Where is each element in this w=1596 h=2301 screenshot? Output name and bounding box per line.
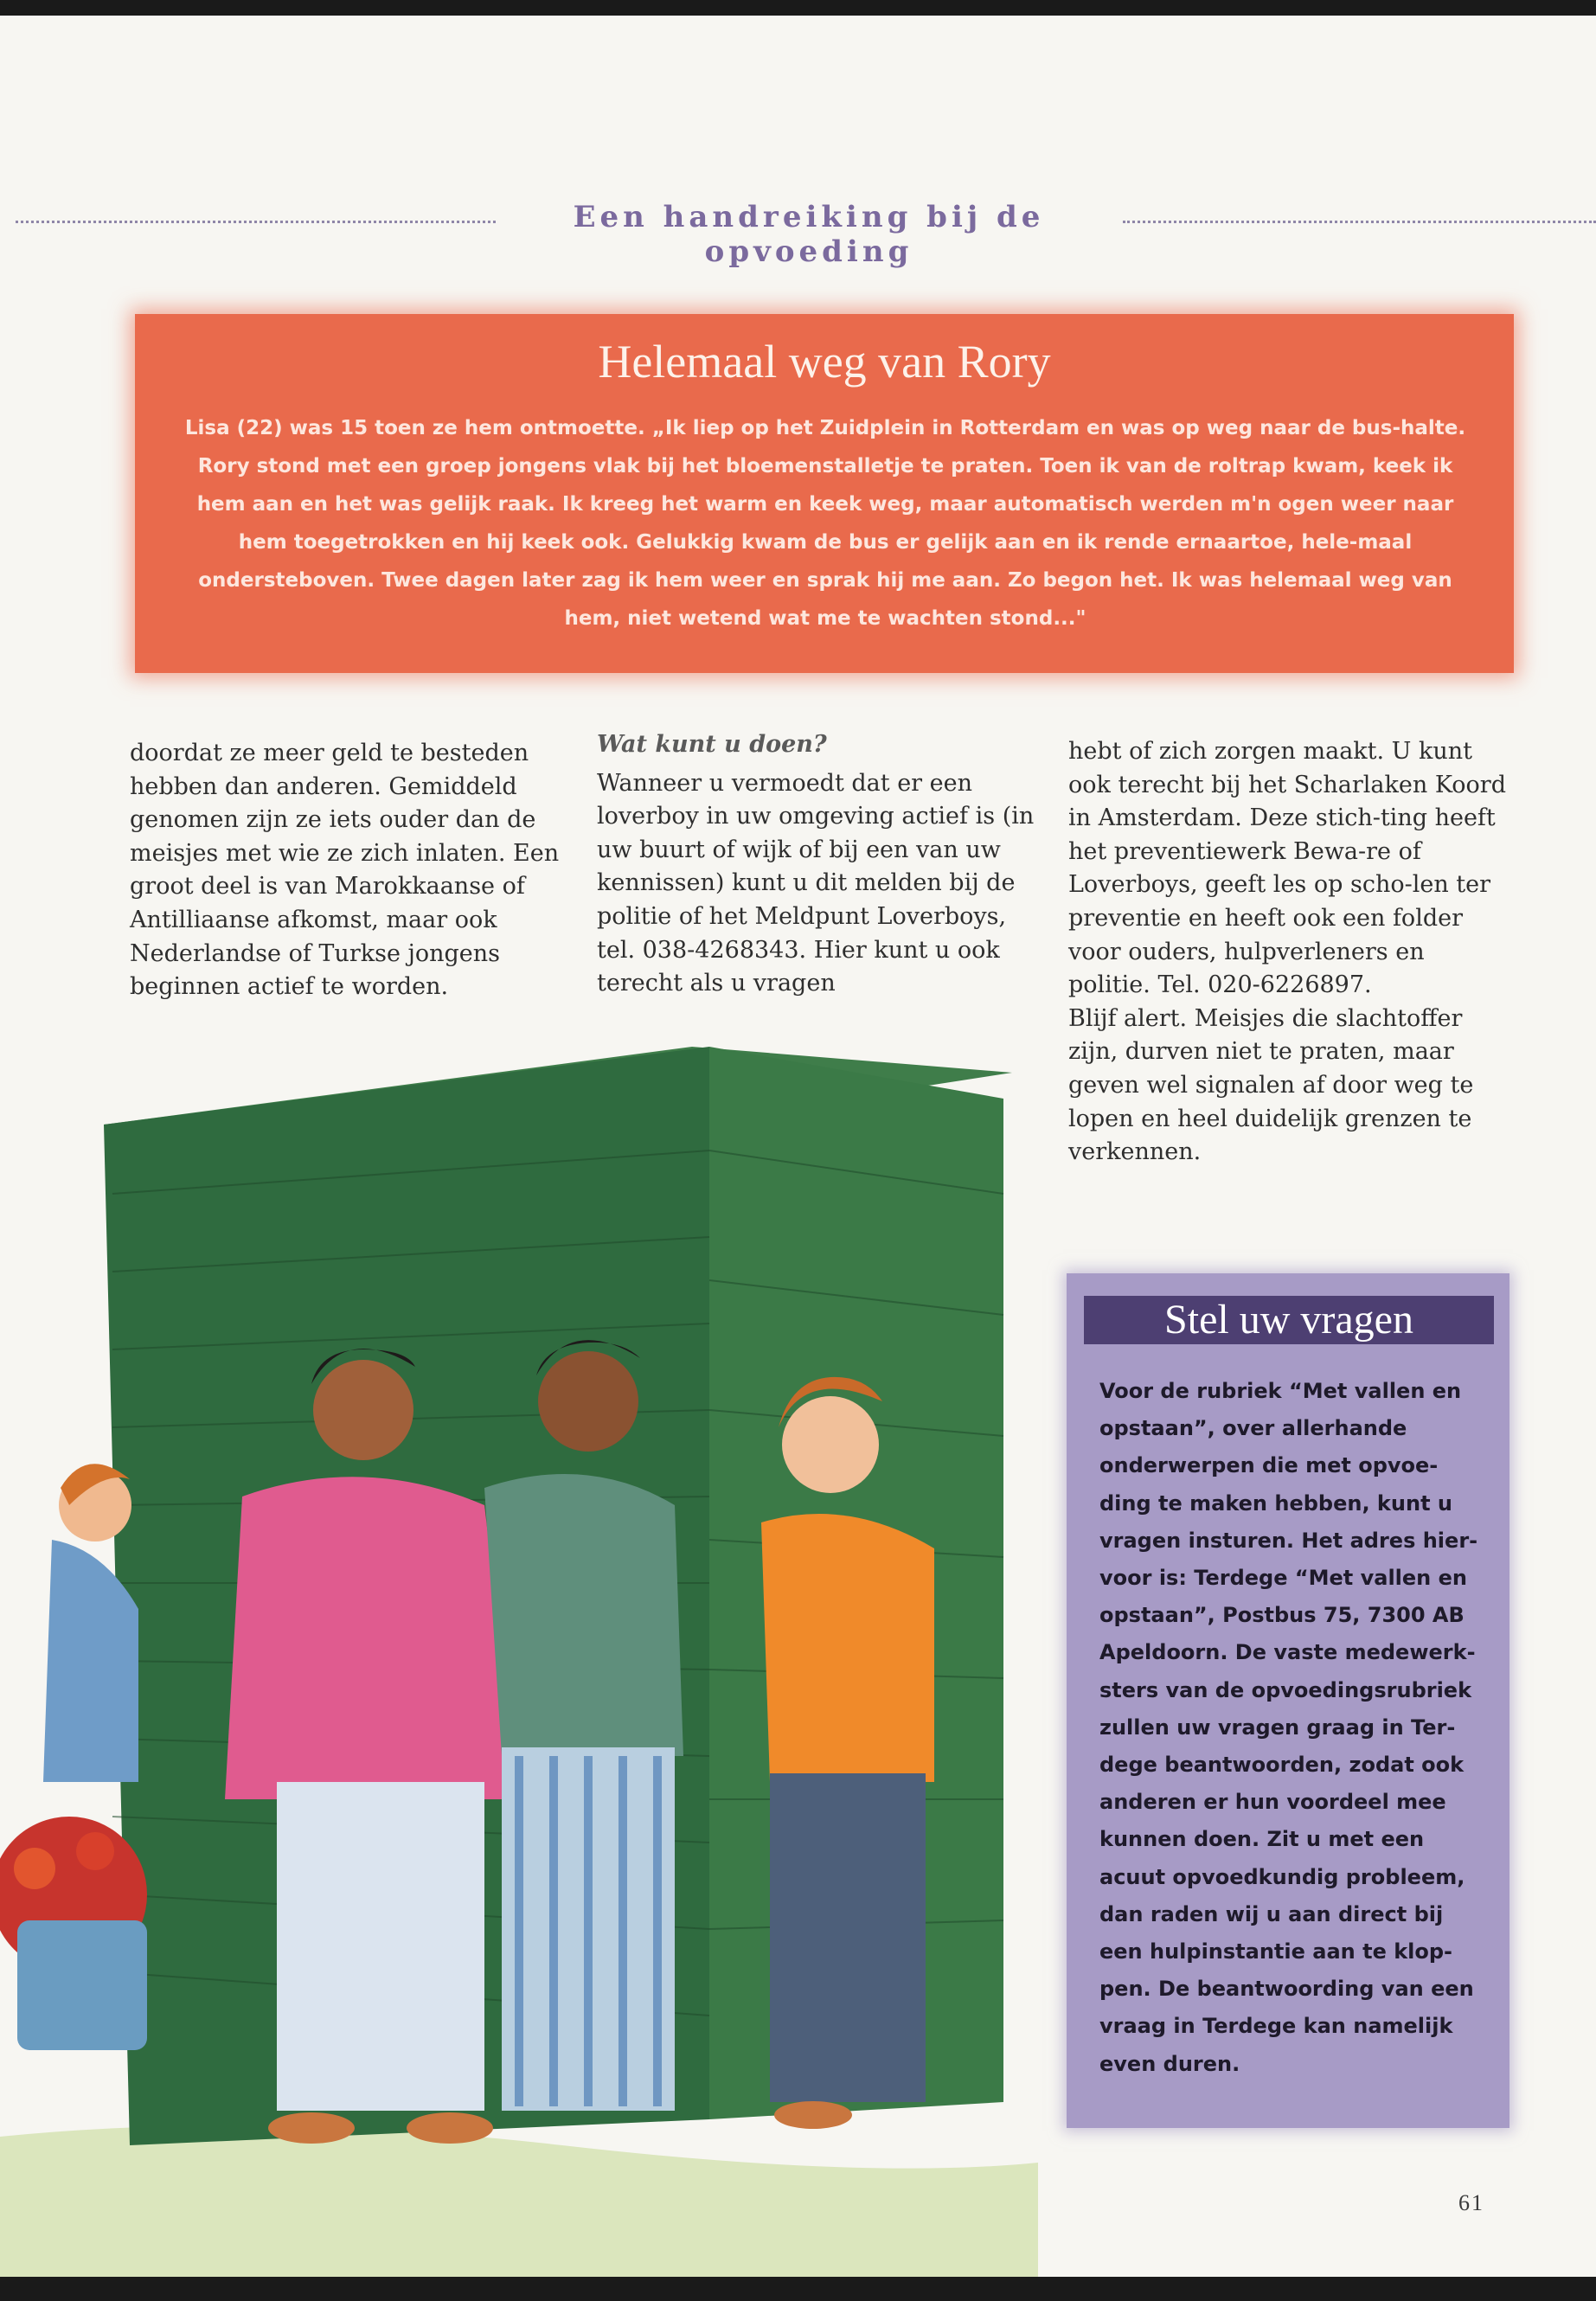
running-header [0,195,1596,269]
scan-bottom-edge [0,2277,1596,2301]
text-column-2 [597,728,1047,1001]
section-heading: Wat kunt u doen? [597,731,827,758]
text-column-3 [1068,735,1514,1170]
illustration-three-boys-at-shed [0,1021,1038,2277]
feature-box [135,314,1514,673]
column3-paragraph-1: hebt of zich zorgen maakt. U kunt ook terecht bij het Scharlaken Koord in Amsterdam. Deze stich-ting heeft het preventiewerk Bewa-re of Loverboys, geeft les op scho-len ter preventie en heeft ook een folder voor ouders, hulpverleners en politie. Tel. 020-6226897. [1068,738,1506,999]
page-number: 61 [1458,2190,1484,2215]
scan-top-edge [0,0,1596,16]
question-box-body: Voor de rubriek “Met vallen en opstaan”, over allerhande onderwerpen die met opvoe-ding te maken hebben, kunt u vragen insturen. Het adres hier-voor is: Terdege “Met vallen en opstaan”, Postbus 75, 7300 AB Apeldoorn. De vaste medewerk-sters van de opvoedingsrubriek zullen uw vragen graag in Ter-dege beantwoorden, zodat ook anderen er hun voordeel mee kunnen doen. Zit u met een acuut opvoedkundig probleem, dan raden wij u aan direct bij een hulpinstantie aan te klop-pen. De beantwoording van een vraag in Terdege kan namelijk even duren. [1099,1379,1478,2076]
header-dotted-rule-right [1123,221,1596,223]
feature-title: Helemaal weg van Rory [598,336,1051,388]
column2-text: Wanneer u vermoedt dat er een loverboy in uw omgeving actief is (in uw buurt of wijk of bij een van uw kennissen) kunt u dit melden bij de politie of het Meldpunt Loverboys, tel. 038-4268343. Hier kunt u ook terecht als u vragen [597,769,1035,997]
running-title: Een handreiking bij de opvoeding [573,200,1045,269]
ground [0,2125,1038,2277]
header-dotted-rule-left [16,221,496,223]
column1-text: doordat ze meer geld te besteden hebben dan anderen. Gemiddeld genomen zijn ze iets ouder dan de meisjes met wie ze zich inlaten. Een groot deel is van Marokkaanse of Antilliaanse afkomst, maar ook Nederlandse of Turkse jongens beginnen actief te worden. [130,740,560,1001]
flower-seller-figure [43,1464,138,1782]
flower-bucket [0,1817,147,2050]
question-box-title: Stel uw vragen [1084,1296,1494,1344]
column3-paragraph-2: Blijf alert. Meisjes die slachtoffer zijn, durven niet te praten, maar geven wel signalen af door weg te lopen en heel duidelijk grenzen te verkennen. [1068,1004,1474,1166]
text-column-1 [130,737,562,1004]
question-box [1067,1273,1509,2128]
feature-body: Lisa (22) was 15 toen ze hem ontmoette. „Ik liep op het Zuidplein in Rotterdam en was op weg naar de bus-halte. Rory stond met een groep jongens vlak bij het bloemenstalletje te praten. Toen ik van de roltrap kwam, keek ik hem aan en het was gelijk raak. Ik kreeg het warm en keek weg, maar automatisch werden m'n ogen weer naar hem toegetrokken en hij keek ook. Gelukkig kwam de bus er gelijk aan en ik rende ernaartoe, hele-maal ondersteboven. Twee dagen later zag ik hem weer en sprak hij me aan. Zo begon het. Ik was helemaal weg van hem, niet wetend wat me te wachten stond..." [184,417,1466,630]
